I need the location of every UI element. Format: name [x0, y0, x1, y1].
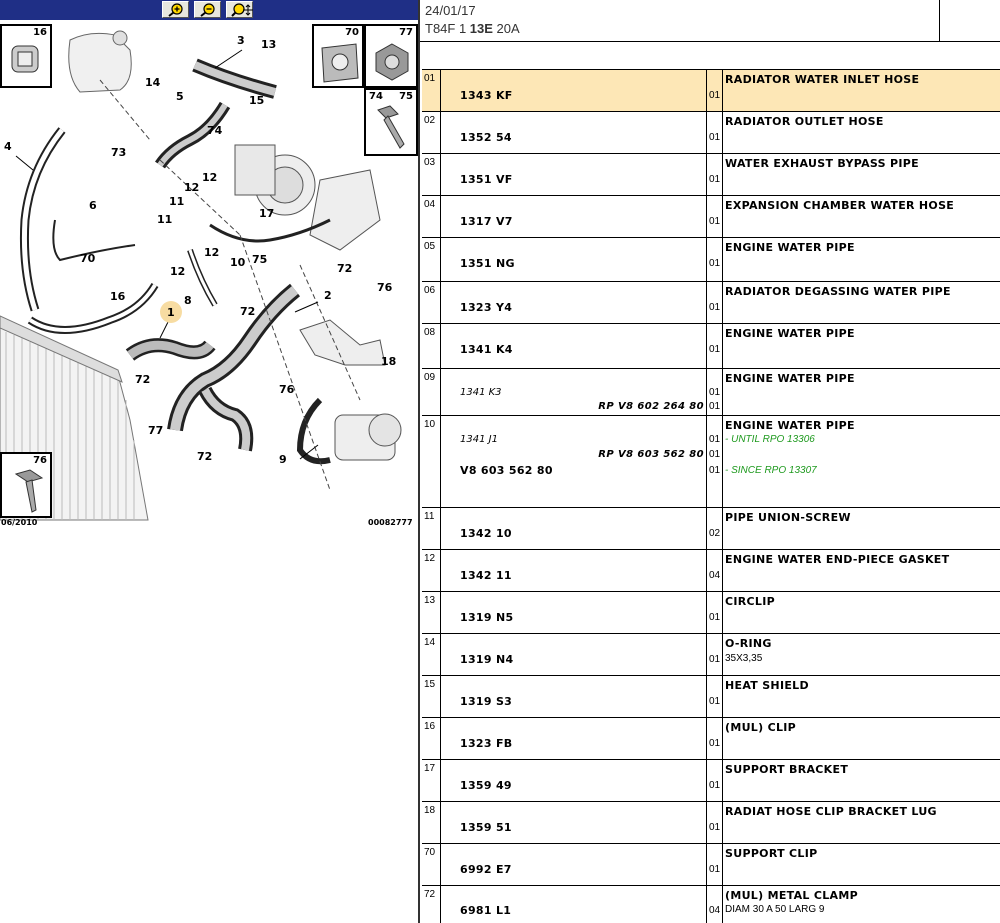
- part-ref: 1342 10: [460, 527, 512, 540]
- part-qty: 01: [709, 344, 721, 355]
- diagram-pane: [0, 0, 418, 923]
- part-row-15[interactable]: 15 1319 S3 01 HEAT SHIELD: [422, 675, 1000, 717]
- part-qty: 01: [709, 216, 721, 227]
- part-ref: 1341 K4: [460, 343, 513, 356]
- part-qty: 01: [709, 738, 721, 749]
- part-qty: 01: [709, 387, 721, 398]
- callout-11a: 11: [157, 213, 173, 226]
- part-replacement: RP V8 602 264 80: [598, 401, 704, 412]
- callout-5: 5: [176, 90, 184, 103]
- part-desc: SUPPORT CLIP: [725, 847, 818, 860]
- part-qty: 01: [709, 696, 721, 707]
- part-row-02[interactable]: 02 1352 54 01 RADIATOR OUTLET HOSE: [422, 111, 1000, 153]
- part-ref: 1319 N5: [460, 611, 514, 624]
- cooling-system-drawing: [0, 20, 418, 530]
- callout-11b: 11: [169, 195, 185, 208]
- part-qty: 04: [709, 570, 721, 581]
- part-qty: 01: [709, 864, 721, 875]
- part-row-06[interactable]: 06 1323 Y4 01 RADIATOR DEGASSING WATER PIPE: [422, 281, 1000, 323]
- part-row-10[interactable]: 10 1341 J1 RP V8 603 562 80 V8 603 562 80 01 01 01 ENGINE WATER PIPE - UNTIL RPO 13306 - SINCE RPO 13307: [422, 415, 1000, 507]
- callout-72c: 72: [135, 373, 151, 386]
- callout-17: 17: [259, 207, 275, 220]
- part-ref: 1317 V7: [460, 215, 513, 228]
- part-qty: 01: [709, 90, 721, 101]
- part-desc: ENGINE WATER PIPE: [725, 372, 855, 385]
- callout-12b: 12: [184, 181, 200, 194]
- part-ref: V8 603 562 80: [460, 464, 553, 477]
- part-ref: 6992 E7: [460, 863, 512, 876]
- part-desc: ENGINE WATER END-PIECE GASKET: [725, 553, 950, 566]
- callout-12c: 12: [204, 246, 220, 259]
- nut-icon: [368, 38, 416, 88]
- callout-12d: 12: [170, 265, 186, 278]
- part-row-13[interactable]: 13 1319 N5 01 CIRCLIP: [422, 591, 1000, 633]
- parts-list-pane: [418, 0, 1000, 923]
- part-desc: ENGINE WATER PIPE: [725, 419, 855, 432]
- part-ref: 1359 51: [460, 821, 512, 834]
- thumb-bolt-76: 76: [0, 452, 52, 518]
- catalogue-date: 24/01/17: [425, 3, 476, 18]
- part-row-12[interactable]: 12 1342 11 04 ENGINE WATER END-PIECE GASKET: [422, 549, 1000, 591]
- callout-6: 6: [89, 199, 97, 212]
- callout-4: 4: [4, 140, 12, 153]
- zoom-pan-button[interactable]: [226, 1, 253, 18]
- part-row-17[interactable]: 17 1359 49 01 SUPPORT BRACKET: [422, 759, 1000, 801]
- thumb-screw-74-75: 74 75: [364, 88, 418, 156]
- callout-13: 13: [261, 38, 277, 51]
- part-row-72[interactable]: 72 6981 L1 04 (MUL) METAL CLAMP DIAM 30 A 50 LARG 9: [422, 885, 1000, 923]
- part-qty: 01: [709, 132, 721, 143]
- callout-74: 74: [207, 124, 223, 137]
- part-desc: ENGINE WATER PIPE: [725, 327, 855, 340]
- part-ref: 1351 VF: [460, 173, 513, 186]
- part-spec: 35X3,35: [725, 653, 763, 664]
- part-ref-superseded: 1341 J1: [460, 434, 498, 445]
- part-qty: 01: [709, 174, 721, 185]
- part-spec: DIAM 30 A 50 LARG 9: [725, 904, 825, 915]
- part-desc: EXPANSION CHAMBER WATER HOSE: [725, 199, 955, 212]
- callout-72a: 72: [337, 262, 353, 275]
- part-row-70[interactable]: 70 6992 E7 01 SUPPORT CLIP: [422, 843, 1000, 885]
- callout-72b: 72: [240, 305, 256, 318]
- thumb-nut-77: 77: [364, 24, 418, 88]
- callout-76a: 76: [377, 281, 393, 294]
- part-row-03[interactable]: 03 1351 VF 01 WATER EXHAUST BYPASS PIPE: [422, 153, 1000, 195]
- zoom-toolbar: [0, 0, 418, 20]
- callout-70: 70: [80, 252, 96, 265]
- zoom-pan-icon: [231, 3, 253, 17]
- part-ref: 1351 NG: [460, 257, 515, 270]
- header-divider: [939, 0, 940, 41]
- part-desc: PIPE UNION-SCREW: [725, 511, 851, 524]
- thumb-clip-16: 16: [0, 24, 52, 88]
- part-qty: 01: [709, 465, 721, 476]
- part-desc: SUPPORT BRACKET: [725, 763, 849, 776]
- thumb-support-clip-70: 70: [312, 24, 364, 88]
- part-desc: O-RING: [725, 637, 772, 650]
- zoom-in-icon: [167, 3, 185, 17]
- part-row-09[interactable]: 09 1341 K3 RP V8 602 264 80 01 01 ENGINE WATER PIPE: [422, 368, 1000, 415]
- part-row-11[interactable]: 11 1342 10 02 PIPE UNION-SCREW: [422, 507, 1000, 549]
- part-ref: 1319 S3: [460, 695, 513, 708]
- header-rule: [420, 41, 1000, 42]
- part-row-08[interactable]: 08 1341 K4 01 ENGINE WATER PIPE: [422, 323, 1000, 368]
- screw-icon: [368, 104, 416, 154]
- support-clip-icon: [316, 38, 364, 88]
- callout-1: 1: [167, 306, 175, 319]
- part-desc: ENGINE WATER PIPE: [725, 241, 855, 254]
- callout-14: 14: [145, 76, 161, 89]
- callout-10: 10: [230, 256, 246, 269]
- part-ref-superseded: 1341 K3: [460, 387, 502, 398]
- part-ref: 6981 L1: [460, 904, 512, 917]
- part-row-16[interactable]: 16 1323 FB 01 (MUL) CLIP: [422, 717, 1000, 759]
- callout-75: 75: [252, 253, 268, 266]
- part-desc: (MUL) METAL CLAMP: [725, 889, 858, 902]
- part-qty: 01: [709, 434, 721, 445]
- part-desc: HEAT SHIELD: [725, 679, 809, 692]
- part-qty: 02: [709, 528, 721, 539]
- part-ref: 1342 11: [460, 569, 512, 582]
- part-qty: 01: [709, 302, 721, 313]
- part-qty: 01: [709, 654, 721, 665]
- clip-icon: [4, 38, 52, 88]
- callout-72d: 72: [197, 450, 213, 463]
- part-desc: CIRCLIP: [725, 595, 775, 608]
- callout-18: 18: [381, 355, 397, 368]
- part-qty: 01: [709, 822, 721, 833]
- part-ref: 1352 54: [460, 131, 512, 144]
- zoom-in-button[interactable]: [162, 1, 189, 18]
- part-desc: WATER EXHAUST BYPASS PIPE: [725, 157, 919, 170]
- part-row-01[interactable]: 01 1343 KF 01 RADIATOR WATER INLET HOSE: [422, 69, 1000, 111]
- rpo-note-until: - UNTIL RPO 13306: [725, 434, 815, 445]
- bolt-icon: [4, 464, 52, 516]
- part-ref: 1359 49: [460, 779, 512, 792]
- part-qty: 01: [709, 449, 721, 460]
- callout-73: 73: [111, 146, 127, 159]
- callout-12a: 12: [202, 171, 218, 184]
- part-ref: 1343 KF: [460, 89, 513, 102]
- callout-8: 8: [184, 294, 192, 307]
- part-desc: RADIATOR DEGASSING WATER PIPE: [725, 285, 951, 298]
- callout-76b: 76: [279, 383, 295, 396]
- part-row-04[interactable]: 04 1317 V7 01 EXPANSION CHAMBER WATER HOSE: [422, 195, 1000, 237]
- part-qty: 04: [709, 905, 721, 916]
- turbo-drawing: [235, 145, 315, 215]
- part-desc: RADIAT HOSE CLIP BRACKET LUG: [725, 805, 937, 818]
- zoom-out-button[interactable]: [194, 1, 221, 18]
- diagram-reference: 00082777: [368, 518, 413, 527]
- diagram-date: 06/2010: [1, 518, 38, 527]
- parts-list-header: [420, 0, 1000, 42]
- plate-code: T84F 1 13E 20A: [425, 21, 520, 36]
- callout-15: 15: [249, 94, 265, 107]
- part-replacement: RP V8 603 562 80: [598, 449, 704, 460]
- callout-9: 9: [279, 453, 287, 466]
- part-desc: (MUL) CLIP: [725, 721, 797, 734]
- part-qty: 01: [709, 258, 721, 269]
- rpo-note-since: - SINCE RPO 13307: [725, 465, 817, 476]
- exploded-parts-diagram: [0, 20, 418, 530]
- callout-16: 16: [110, 290, 126, 303]
- part-row-18[interactable]: 18 1359 51 01 RADIAT HOSE CLIP BRACKET LUG: [422, 801, 1000, 843]
- part-ref: 1319 N4: [460, 653, 514, 666]
- part-desc: RADIATOR WATER INLET HOSE: [725, 73, 920, 86]
- part-ref: 1323 FB: [460, 737, 513, 750]
- part-qty: 01: [709, 612, 721, 623]
- callout-77: 77: [148, 424, 164, 437]
- part-qty: 01: [709, 401, 721, 412]
- part-qty: 01: [709, 780, 721, 791]
- callout-3: 3: [237, 34, 245, 47]
- part-desc: RADIATOR OUTLET HOSE: [725, 115, 884, 128]
- part-ref: 1323 Y4: [460, 301, 513, 314]
- zoom-out-icon: [199, 3, 217, 17]
- callout-2: 2: [324, 289, 332, 302]
- part-row-14[interactable]: 14 1319 N4 01 O-RING 35X3,35: [422, 633, 1000, 675]
- part-row-05[interactable]: 05 1351 NG 01 ENGINE WATER PIPE: [422, 237, 1000, 281]
